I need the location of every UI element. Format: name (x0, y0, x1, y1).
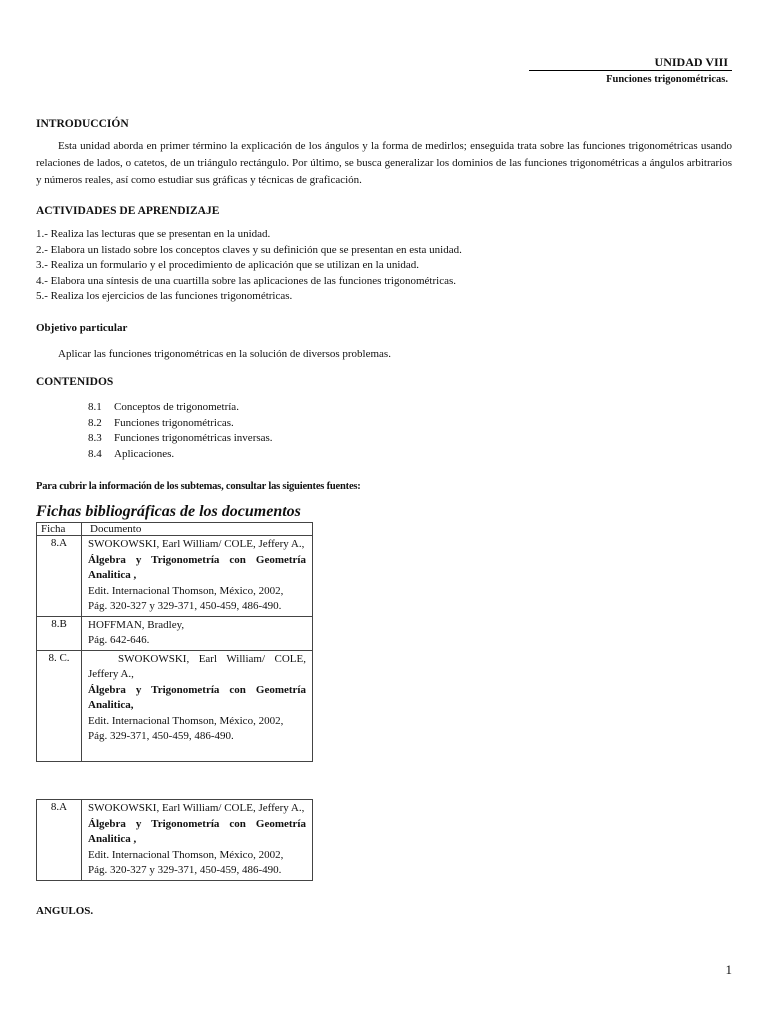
activities-heading: ACTIVIDADES DE APRENDIZAJE (36, 205, 220, 217)
contents-item-label: Conceptos de trigonometría. (114, 401, 239, 413)
contents-item-label: Aplicaciones. (114, 447, 175, 460)
document-cell (82, 536, 313, 617)
page-number: 1 (725, 962, 732, 977)
ficha-cell: 8.A (37, 536, 82, 617)
contents-list (88, 400, 273, 462)
table-header-row (37, 523, 313, 536)
contents-heading: CONTENIDOS (36, 376, 114, 388)
contents-item-number: 8.1 (88, 401, 102, 413)
contents-item-label: Funciones trigonométricas. (114, 416, 234, 429)
contents-item-number: 8.2 (88, 416, 102, 429)
doc-pages: Pág. 329-371, 450-459, 486-490. (88, 730, 234, 742)
unit-title: UNIDAD VIII (654, 55, 728, 69)
doc-publisher: Edit. Internacional Thomson, México, 2002, (88, 584, 284, 597)
table-row (37, 800, 313, 881)
doc-pages: Pág. 642-646. (88, 634, 150, 646)
objective-text: Aplicar las funciones trigonométricas en la solución de diversos problemas. (58, 348, 391, 360)
contents-item (88, 416, 273, 432)
doc-book-title: Álgebra y Trigonometría con Geometría Analitica , (88, 817, 306, 845)
contents-item (88, 431, 273, 447)
unit-subtitle: Funciones trigonométricas. (606, 74, 728, 85)
document-cell (82, 800, 313, 881)
intro-paragraph: Esta unidad aborda en primer término la explicación de los ángulos y la forma de medirlos; enseguida trata sobre las funciones trigonométricas usando relaciones de lados, o catetos, de un triángulo rectángulo. Por último, se busca generalizar los dominios de las funciones trigonométricas a ángulos arbitrarios y números reales, así como estudiar sus gráficas y técnicas de graficación. (36, 140, 732, 186)
column-header-documento: Documento (82, 523, 313, 536)
doc-author: SWOKOWSKI, Earl William/ COLE, Jeffery A., (88, 652, 306, 680)
ficha-cell: 8.A (37, 800, 82, 881)
activity-item: 1.- Realiza las lecturas que se presentan en la unidad. (36, 228, 271, 240)
contents-item (88, 447, 273, 463)
table-row (37, 536, 313, 617)
doc-publisher: Edit. Internacional Thomson, México, 2002, (88, 714, 284, 727)
doc-publisher: Edit. Internacional Thomson, México, 2002, (88, 848, 284, 861)
contents-item (88, 400, 273, 416)
intro-heading: INTRODUCCIÓN (36, 118, 129, 130)
fichas-title: Fichas bibliográficas de los documentos (36, 503, 301, 520)
objective-heading: Objetivo particular (36, 322, 128, 334)
activities-list (36, 227, 732, 305)
ficha-cell: 8. C. (37, 650, 82, 761)
table-row (37, 616, 313, 650)
activity-item: 4.- Elabora una síntesis de una cuartilla sobre las aplicaciones de las funciones trigonométricas. (36, 274, 456, 287)
doc-author: HOFFMAN, Bradley, (88, 618, 185, 631)
bibliography-table (36, 522, 313, 762)
activity-item: 3.- Realiza un formulario y el procedimiento de aplicación que se utilizan en la unidad. (36, 259, 420, 271)
contents-item-number: 8.3 (88, 432, 102, 444)
doc-pages: Pág. 320-327 y 329-371, 450-459, 486-490. (88, 600, 282, 612)
column-header-ficha: Ficha (37, 523, 82, 536)
table-row (37, 650, 313, 761)
bibliography-table-secondary (36, 799, 313, 881)
document-page (36, 0, 732, 1024)
contents-item-label: Funciones trigonométricas inversas. (114, 432, 273, 444)
document-cell (82, 616, 313, 650)
sources-instruction: Para cubrir la información de los subtemas, consultar las siguientes fuentes: (36, 481, 361, 492)
document-cell (82, 650, 313, 761)
activity-item: 2.- Elabora un listado sobre los conceptos claves y su definición que se presentan en esta unidad. (36, 243, 462, 256)
activity-item: 5.- Realiza los ejercicios de las funciones trigonométricas. (36, 290, 293, 302)
doc-book-title: Álgebra y Trigonometría con Geometría Analitica , (88, 553, 306, 581)
doc-pages: Pág. 320-327 y 329-371, 450-459, 486-490. (88, 864, 282, 876)
angles-heading: ANGULOS. (36, 905, 94, 917)
header-rule (529, 70, 732, 71)
doc-author: SWOKOWSKI, Earl William/ COLE, Jeffery A., (88, 538, 305, 550)
doc-book-title: Álgebra y Trigonometría con Geometría Analitica, (88, 683, 306, 711)
doc-author: SWOKOWSKI, Earl William/ COLE, Jeffery A., (88, 802, 305, 814)
contents-item-number: 8.4 (88, 447, 102, 460)
ficha-cell: 8.B (37, 616, 82, 650)
